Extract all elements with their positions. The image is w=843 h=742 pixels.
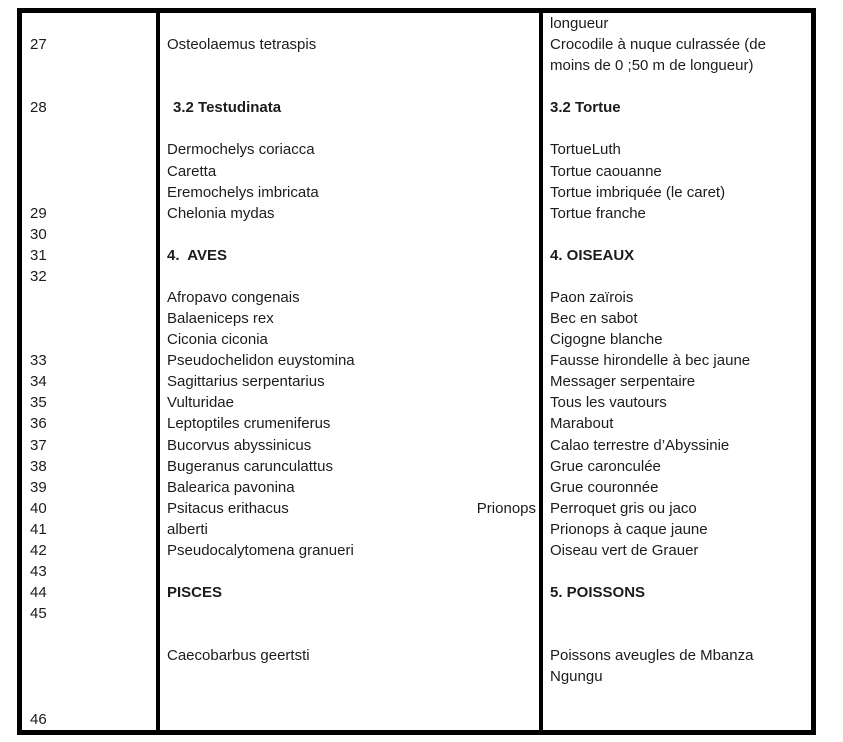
table-cell-line: [167, 13, 539, 34]
table-cell-line: 42: [30, 541, 47, 559]
table-cell-line: [167, 55, 539, 76]
table-cell-line: 32: [30, 267, 47, 285]
table-cell-line: [550, 603, 808, 624]
table-cell-line: [30, 666, 156, 687]
table-cell-line: 36: [30, 415, 47, 433]
table-cell-line: 3.2 Testudinata: [173, 99, 282, 117]
table-cell-line: [167, 666, 539, 687]
table-cell-line: 3.2 Tortue: [550, 99, 621, 117]
table-cell-line: Dermochelys coriacca: [167, 141, 315, 159]
table-cell-line: 28: [30, 99, 47, 117]
table-cell-line: Tortue imbriquée (le caret): [550, 183, 726, 201]
column-french-names: [543, 13, 811, 730]
table-cell-line: Tortue caouanne: [550, 162, 662, 180]
table-cell-line: [550, 118, 808, 139]
table-cell-line: 5. POISSONS: [550, 584, 646, 602]
table-cell-line: PISCES: [167, 584, 223, 602]
table-cell-line: Messager serpentaire: [550, 373, 696, 391]
table-cell-line: Calao terrestre d’Abyssinie: [550, 436, 730, 454]
table-cell-line: [167, 266, 539, 287]
table-cell-line: [550, 624, 808, 645]
table-cell-line: [167, 118, 539, 139]
cell-text: Psitacus erithacus: [167, 499, 289, 517]
table-cell-line: Grue caronculée: [550, 457, 661, 475]
table-cell-line: Tous les vautours: [550, 394, 667, 412]
table-cell-line: [30, 139, 156, 160]
table-cell-line: Balearica pavonina: [167, 478, 295, 496]
table-cell-line: [550, 266, 808, 287]
table-cell-line: Caretta: [167, 162, 217, 180]
table-cell-line: Pseudocalytomena granueri: [167, 541, 354, 559]
table-cell-line: Vulturidae: [167, 394, 234, 412]
table-cell-line: [30, 13, 156, 34]
table-cell-line: 33: [30, 352, 47, 370]
table-cell-line: [550, 709, 808, 730]
table-cell-line: Paon zaïrois: [550, 289, 634, 307]
table-cell-line: [30, 688, 156, 709]
table-cell-line: [30, 645, 156, 666]
table-cell-line: Prionops à caque jaune: [550, 520, 708, 538]
table-cell-line: [550, 688, 808, 709]
table-cell-line: [30, 624, 156, 645]
table-cell-line: Cigogne blanche: [550, 331, 663, 349]
table-cell-line: 35: [30, 394, 47, 412]
right-aligned-text: Prionops: [476, 499, 536, 517]
table-cell-line: TortueLuth: [550, 141, 621, 159]
table-cell-line: Oiseau vert de Grauer: [550, 541, 699, 559]
table-cell-line: [550, 561, 808, 582]
column-scientific-names: [160, 13, 543, 730]
table-cell-line: [550, 76, 808, 97]
table-cell-line: 38: [30, 457, 47, 475]
table-cell-line: longueur: [550, 15, 609, 32]
table-cell-line: 30: [30, 225, 47, 243]
table-cell-line: Perroquet gris ou jaco: [550, 499, 697, 517]
table-cell-line: [167, 624, 539, 645]
table-cell-line: [30, 182, 156, 203]
table-cell-line: Caecobarbus geertsti: [167, 647, 310, 665]
table-cell-line: Afropavo congenais: [167, 289, 300, 307]
table-cell-line: [30, 287, 156, 308]
table-cell-line: Sagittarius serpentarius: [167, 373, 325, 391]
table-cell-line: Chelonia mydas: [167, 204, 275, 222]
table-cell-line: [167, 561, 539, 582]
table-cell-line: [30, 76, 156, 97]
table-cell-line: Bec en sabot: [550, 310, 638, 328]
table-cell-line: Fausse hirondelle à bec jaune: [550, 352, 751, 370]
table-cell-line: Pseudochelidon euystomina: [167, 352, 355, 370]
table-cell-line: Leptoptiles crumeniferus: [167, 415, 331, 433]
table-cell-line: 27: [30, 36, 47, 54]
table-cell-line: Osteolaemus tetraspis: [167, 36, 317, 54]
table-cell-line: [30, 118, 156, 139]
table-cell-line: 4. AVES: [167, 246, 228, 264]
table-cell-line: 31: [30, 246, 47, 264]
table-cell-line: Grue couronnée: [550, 478, 659, 496]
table-cell-line: 4. OISEAUX: [550, 246, 635, 264]
table-cell-line: [167, 709, 539, 730]
table-cell-line: [30, 329, 156, 350]
table-cell-line: 43: [30, 563, 47, 581]
table-cell-line: [30, 55, 156, 76]
table-cell-line: Ngungu: [550, 668, 603, 686]
table-cell-line: [167, 688, 539, 709]
table-cell-line: 45: [30, 605, 47, 623]
table-cell-line: 41: [30, 520, 47, 538]
table-cell-line: 40: [30, 499, 47, 517]
table-cell-line: 29: [30, 204, 47, 222]
table-cell-line: Tortue franche: [550, 204, 646, 222]
table-cell-line: [30, 161, 156, 182]
table-cell-line: Ciconia ciconia: [167, 331, 268, 349]
table-cell-line: [550, 224, 808, 245]
table-cell-line: Marabout: [550, 415, 614, 433]
table-cell-line: [167, 76, 539, 97]
table-cell-line: 39: [30, 478, 47, 496]
table-cell-line: 46: [30, 710, 47, 728]
table-cell-line: Bugeranus carunculattus: [167, 457, 333, 475]
column-row-numbers: [22, 13, 160, 730]
table-cell-line: 37: [30, 436, 47, 454]
table-cell-line: Bucorvus abyssinicus: [167, 436, 312, 454]
table-cell-line: [30, 308, 156, 329]
table-cell-line: Crocodile à nuque culrassée (de: [550, 36, 766, 54]
table-cell-line: [167, 224, 539, 245]
table-cell-line: alberti: [167, 520, 208, 538]
table-cell-line: 34: [30, 373, 47, 391]
table-cell-line: Poissons aveugles de Mbanza: [550, 647, 754, 665]
table-cell-line: Eremochelys imbricata: [167, 183, 319, 201]
table-cell-line: [167, 603, 539, 624]
table-cell-line: moins de 0 ;50 m de longueur): [550, 57, 754, 75]
table-cell-line: [167, 498, 539, 519]
table-cell-line: Balaeniceps rex: [167, 310, 274, 328]
table-cell-line: 44: [30, 584, 47, 602]
species-table: [17, 8, 816, 735]
